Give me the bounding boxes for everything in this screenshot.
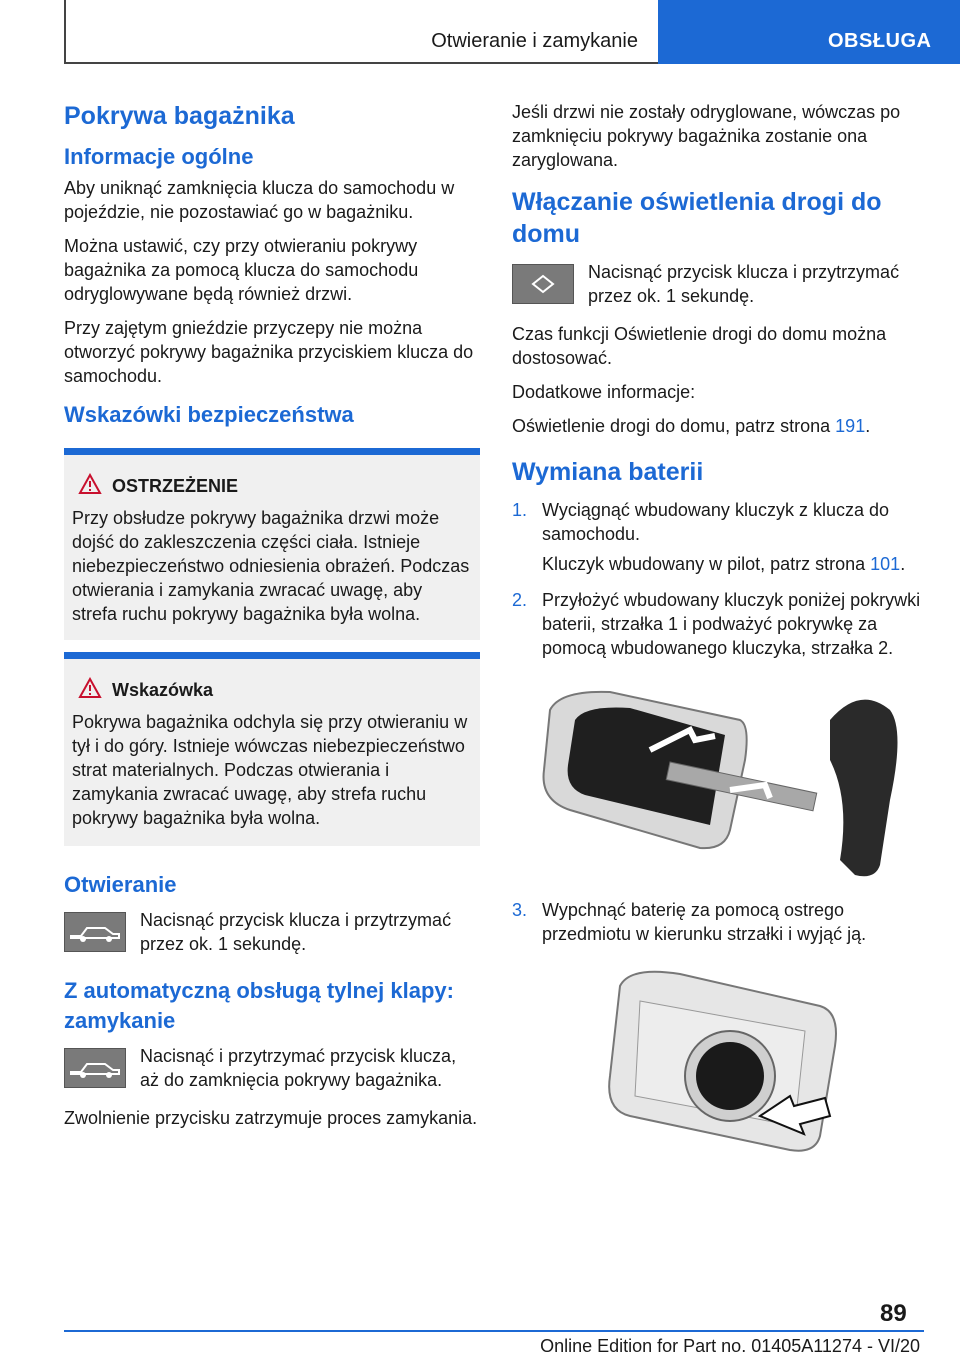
header-divider [64,0,66,64]
battery-illustration [512,966,928,1156]
home-light-button-icon [512,264,574,304]
step-3 [512,898,928,952]
footer-edition: Online Edition for Part no. 01405A11274 - VI/20 [540,1336,920,1356]
header-tab: OBSŁUGA [658,0,960,64]
key-blade-illustration [512,680,928,880]
auto-close-paragraph: Zwolnienie przycisku zatrzymuje proces zamykania. [64,1108,478,1128]
auto-close-text: Nacisnąć i przytrzymać przycisk klucza, aż do zamknięcia pokrywy bagażnika. [140,1046,457,1090]
opening-instruction [64,908,480,956]
step-number: 2. [512,590,528,610]
notice-triangle-icon [78,677,102,704]
header-section-title: Otwieranie i zamykanie [431,30,638,52]
step-number: 1. [512,500,528,520]
battery-heading: Wymiana baterii [512,458,704,486]
page-title: Pokrywa bagażnika [64,102,295,130]
warning-triangle-icon [78,473,102,500]
trunk-button-icon [64,1048,126,1088]
page-number: 89 [880,1300,907,1327]
general-heading: Informacje ogólne [64,144,254,169]
general-paragraph-1: Aby uniknąć zamknięcia klucza do samochodu w pojeździe, nie pozostawiać go w bagażniku. [64,178,455,222]
auto-close-instruction [64,1044,480,1092]
warning-title: OSTRZEŻENIE [112,476,239,496]
right-column [512,100,928,1174]
intro-paragraph: Jeśli drzwi nie zostały odryglowane, wówczas po zamknięciu pokrywy bagażnika zostanie ona zaryglowana. [512,102,901,170]
opening-heading: Otwieranie [64,872,177,897]
notice-text: Pokrywa bagażnika odchyla się przy otwieraniu w tył i do góry. Istnieje wówczas niebezpieczeństwo strat materialnych. Podczas otwierania i zamykania zwracać uwagę, aby strefa ruchu pokrywy bagażnika była wolna. [72,712,468,828]
page-link-191[interactable]: 191 [835,416,866,436]
step-1 [512,498,928,582]
notice-title: Wskazówka [112,680,214,700]
light-heading: Włączanie oświetlenia drogi do domu [512,188,882,248]
step-subtext: Kluczyk wbudowany w pilot, patrz strona 101. [542,554,906,574]
light-text: Nacisnąć przycisk klucza i przytrzymać przez ok. 1 sekundę. [588,262,900,306]
opening-text: Nacisnąć przycisk klucza i przytrzymać przez ok. 1 sekundę. [140,910,452,954]
notice-box [64,652,480,846]
footer-rule [64,1330,924,1332]
light-paragraph-1: Czas funkcji Oświetlenie drogi do domu można dostosować. [512,324,887,368]
light-instruction [512,260,928,308]
general-paragraph-2: Można ustawić, czy przy otwieraniu pokrywy bagażnika za pomocą klucza do samochodu odryglowywane będą również drzwi. [64,236,419,304]
safety-heading: Wskazówki bezpieczeństwa [64,402,354,427]
trunk-button-icon [64,912,126,952]
step-text: Przyłożyć wbudowany kluczyk poniżej pokrywki baterii, strzałka 1 i podważyć pokrywkę za pomocą wbudowanego kluczyka, strzałka 2. [542,590,921,658]
page-link-101[interactable]: 101 [870,554,901,574]
step-text: Wyciągnąć wbudowany kluczyk z klucza do samochodu. [542,500,889,544]
step-number: 3. [512,900,528,920]
step-2 [512,588,928,666]
step-text: Wypchnąć baterię za pomocą ostrego przedmiotu w kierunku strzałki i wyjąć ją. [542,900,867,944]
auto-close-heading: Z automatyczną obsługą tylnej klapy: zamykanie [64,978,454,1033]
warning-text: Przy obsłudze pokrywy bagażnika drzwi może dojść do zakleszczenia części ciała. Istnieje niebezpieczeństwo odniesienia obrażeń. Podczas otwierania i zamykania zwracać uwagę, aby strefa ruchu pokrywy bagażnika była wolna. [72,508,470,624]
light-paragraph-2: Dodatkowe informacje: [512,382,696,402]
left-column [64,100,480,1140]
light-paragraph-3: Oświetlenie drogi do domu, patrz strona 191. [512,416,871,436]
general-paragraph-3: Przy zajętym gnieździe przyczepy nie można otworzyć pokrywy bagażnika przyciskiem klucza do samochodu. [64,318,474,386]
warning-box [64,448,480,640]
